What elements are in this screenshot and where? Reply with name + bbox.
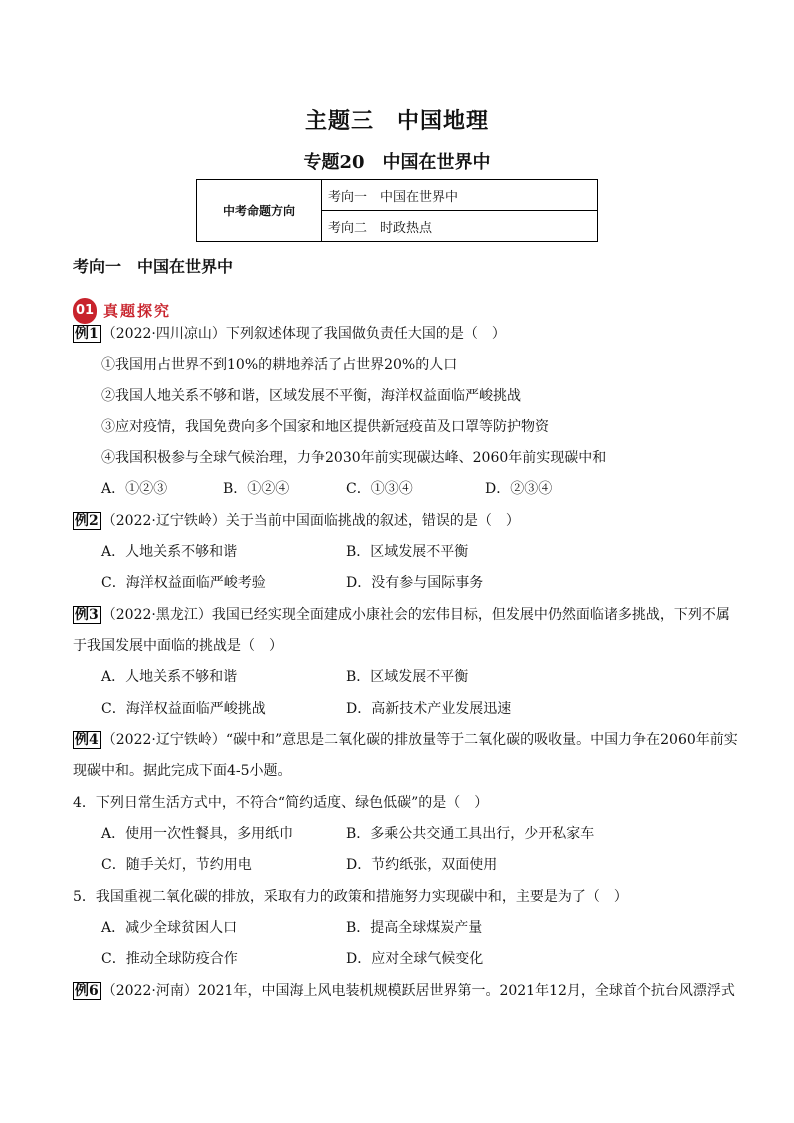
question-line [73, 792, 488, 812]
answer-option: C．海洋权益面临严峻考验 [101, 575, 266, 591]
question-line [73, 760, 292, 780]
topic-table-row: 考向一 中国在世界中 [322, 180, 598, 211]
page-title: 主题三 中国地理 [304, 108, 489, 134]
topic-direction-table [196, 179, 598, 242]
example-tag: 例2 [75, 513, 99, 529]
answer-option: C．①③④ [346, 481, 413, 497]
question-text: （2022·河南）2021年，中国海上风电装机规模跃居世界第一。2021年12月，全球首个抗台风漂浮式 [101, 983, 735, 999]
answer-option: B．多乘公共交通工具出行，少开私家车 [346, 826, 595, 842]
question-line [101, 354, 457, 374]
answer-option: D．高新技术产业发展迅速 [346, 701, 512, 717]
question-line [73, 886, 628, 906]
answer-option: A．人地关系不够和谐 [101, 669, 238, 685]
page-subtitle: 专题20 中国在世界中 [303, 152, 491, 173]
example-tag: 例1 [75, 326, 99, 342]
question-line [101, 416, 549, 436]
question-stem [73, 510, 520, 530]
question-text: ③应对疫情，我国免费向多个国家和地区提供新冠疫苗及口罩等防护物资 [101, 419, 549, 435]
answer-option: B．①②④ [223, 481, 290, 497]
answer-option: A．①②③ [101, 481, 168, 497]
banner-text: 真题探究 [103, 302, 172, 320]
example-tag: 例3 [75, 607, 99, 623]
question-text: ②我国人地关系不够和谐，区域发展不平衡，海洋权益面临严峻挑战 [101, 388, 521, 404]
banner-number: 01 [73, 298, 97, 324]
section-banner [73, 298, 211, 324]
question-stem [73, 604, 730, 624]
answer-option: C．推动全球防疫合作 [101, 951, 238, 967]
question-text: （2022·四川凉山）下列叙述体现了我国做负责任大国的是（ ） [101, 326, 506, 342]
topic-table-row: 考向二 时政热点 [322, 211, 598, 242]
answer-option: D．节约纸张，双面使用 [346, 857, 498, 873]
question-text: 4．下列日常生活方式中，不符合“简约适度、绿色低碳”的是（ ） [73, 795, 489, 811]
answer-option: C．海洋权益面临严峻挑战 [101, 701, 266, 717]
question-line [101, 447, 606, 467]
answer-option: D．没有参与国际事务 [346, 575, 484, 591]
question-stem [73, 729, 738, 749]
section-heading: 考向一 中国在世界中 [73, 257, 234, 276]
answer-option: D．应对全球气候变化 [346, 951, 484, 967]
question-text: 于我国发展中面临的挑战是（ ） [73, 638, 283, 654]
question-text: ④我国积极参与全球气候治理，力争2030年前实现碳达峰、2060年前实现碳中和 [101, 450, 607, 466]
question-line [73, 635, 283, 655]
answer-option: C．随手关灯，节约用电 [101, 857, 252, 873]
question-text: （2022·黑龙江）我国已经实现全面建成小康社会的宏伟目标，但发展中仍然面临诸多挑战，下列不属 [101, 607, 730, 623]
answer-option: B．提高全球煤炭产量 [346, 920, 483, 936]
question-text: （2022·辽宁铁岭）关于当前中国面临挑战的叙述，错误的是（ ） [101, 513, 520, 529]
question-stem [73, 323, 506, 343]
question-text: 5．我国重视二氧化碳的排放，采取有力的政策和措施努力实现碳中和，主要是为了（ ） [73, 889, 628, 905]
example-tag: 例6 [75, 983, 99, 999]
question-line [101, 385, 521, 405]
answer-option: A．使用一次性餐具，多用纸巾 [101, 826, 294, 842]
question-text: （2022·辽宁铁岭）“碳中和”意思是二氧化碳的排放量等于二氧化碳的吸收量。中国力争在2060年前实 [101, 732, 738, 748]
answer-option: B．区域发展不平衡 [346, 669, 469, 685]
question-stem [73, 980, 735, 1000]
example-tag: 例4 [75, 732, 99, 748]
question-text: 现碳中和。据此完成下面4-5小题。 [73, 763, 292, 779]
topic-table-label: 中考命题方向 [197, 180, 322, 242]
answer-option: D．②③④ [485, 481, 553, 497]
answer-option: B．区域发展不平衡 [346, 544, 469, 560]
question-text: ①我国用占世界不到10%的耕地养活了占世界20%的人口 [101, 357, 458, 373]
answer-option: A．减少全球贫困人口 [101, 920, 238, 936]
answer-option: A．人地关系不够和谐 [101, 544, 238, 560]
